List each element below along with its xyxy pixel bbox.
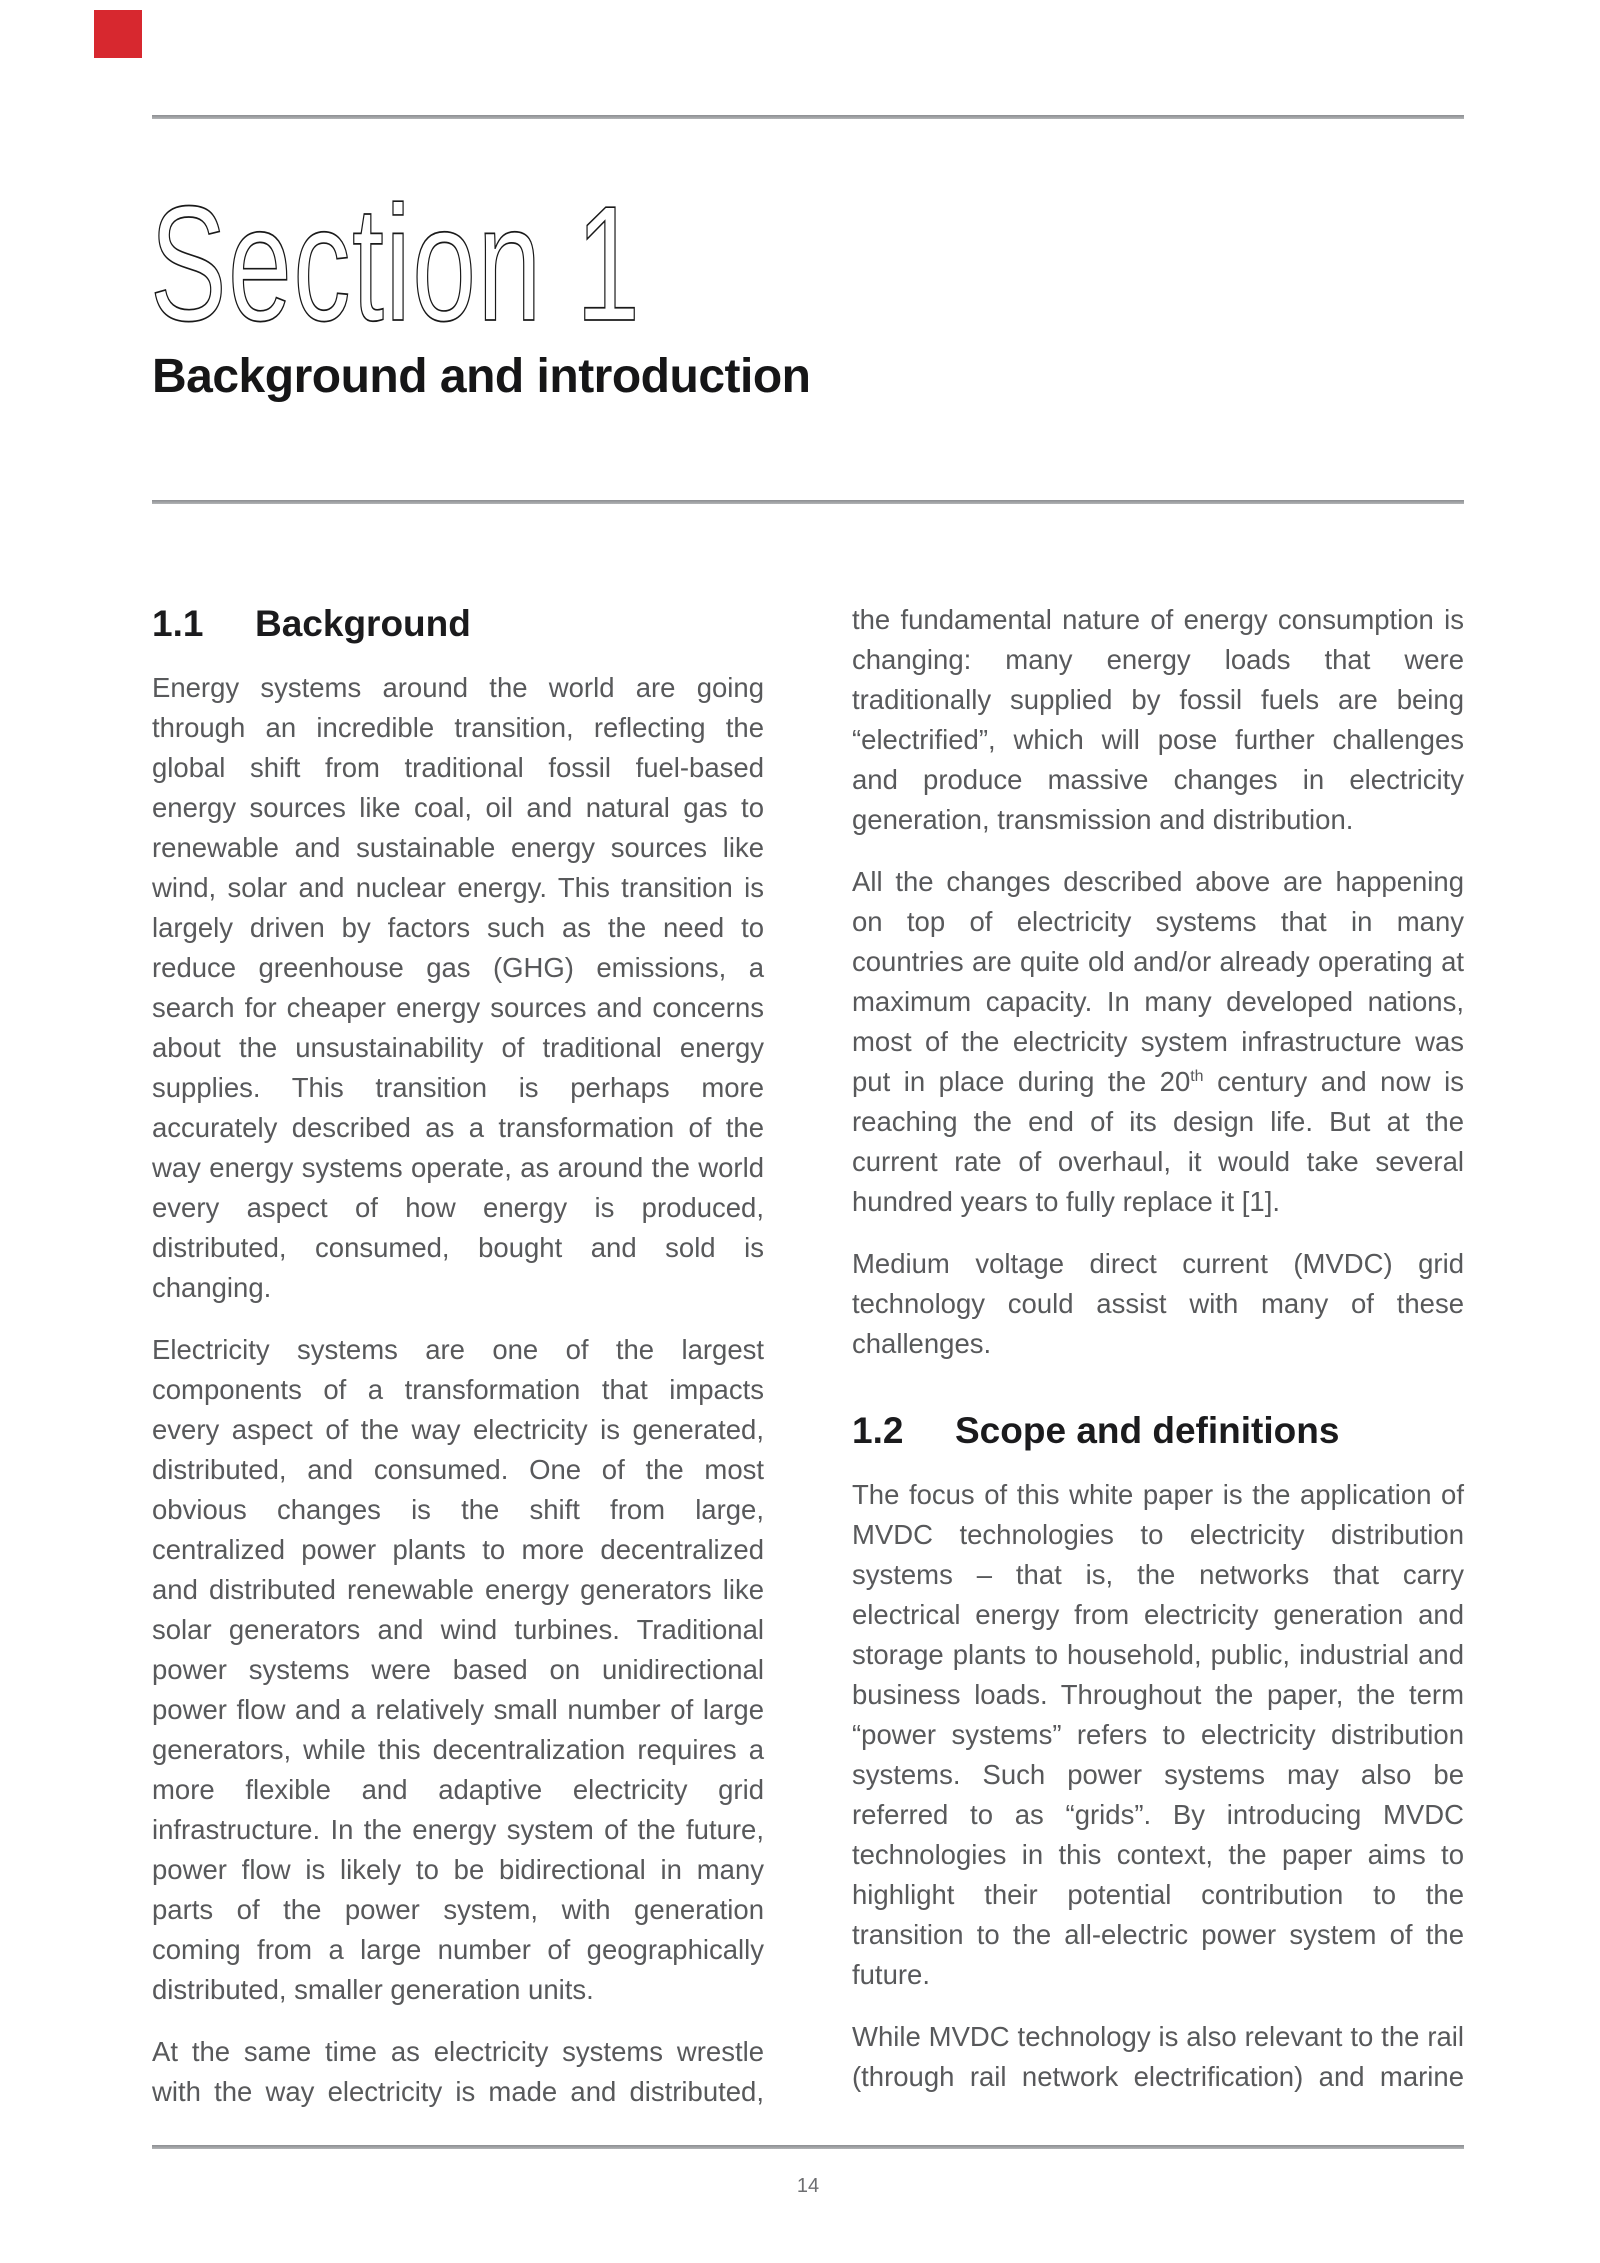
section-kicker: Section 1 (150, 172, 642, 355)
ordinal-superscript: th (1190, 1067, 1204, 1085)
title-bottom-rule (152, 500, 1464, 504)
brand-red-square (94, 10, 142, 58)
section-heading-label: Background (255, 603, 471, 644)
body-paragraph: At the same time as electricity systems wrestle with the way electricity is made and distributed, (152, 2036, 764, 2107)
body-paragraph: the fundamental nature of energy consumption is changing: many energy loads that were traditionally supplied by fossil fuels are being “electrified”, which will pose further challenges and produce massive changes in electricity generation, transmission and distribution. (852, 604, 1464, 835)
body-paragraph: Medium voltage direct current (MVDC) grid technology could assist with many of these challenges. (852, 1248, 1464, 1359)
section-heading-label: Scope and definitions (955, 1410, 1340, 1451)
section-heading-1-2 (852, 1407, 1464, 1455)
body-paragraph: While MVDC technology is also relevant to the rail (through rail network electrification) and marine (852, 2021, 1464, 2092)
paragraph-text: century and now is reaching the end of its design life. But at the current rate of overhaul, it would take several hundred years to fully replace it [1]. (852, 1066, 1465, 1217)
footer-rule (152, 2145, 1464, 2149)
left-column (152, 600, 764, 2134)
section-heading-number: 1.1 (152, 603, 204, 644)
section-heading-1-1 (152, 600, 764, 648)
section-title: Background and introduction (152, 350, 811, 403)
body-paragraph (852, 862, 1464, 1222)
section-heading-number: 1.2 (852, 1410, 904, 1451)
body-paragraph: The focus of this white paper is the application of MVDC technologies to electricity distribution systems – that is, the networks that carry electrical energy from electricity generation and storage plants to household, public, industrial and business loads. Throughout the paper, the term “power systems” refers to electricity distribution systems. Such power systems may also be referred to as “grids”. By introducing MVDC technologies in this context, the paper aims to highlight their potential contribution to the transition to the all-electric power system of the future. (852, 1479, 1464, 1990)
page-number: 14 (796, 2175, 820, 2197)
paragraph-text: All the changes described above are happening on top of electricity systems that in many countries are quite old and/or already operating at maximum capacity. In many developed nations, most of the electricity system infrastructure was put in place during the 20 (852, 866, 1464, 1097)
header-top-rule (152, 115, 1464, 119)
body-paragraph: Energy systems around the world are going through an incredible transition, reflecting the global shift from traditional fossil fuel-based energy sources like coal, oil and natural gas to renewable and sustainable energy sources like wind, solar and nuclear energy. This transition is largely driven by factors such as the need to reduce greenhouse gas (GHG) emissions, a search for cheaper energy sources and concerns about the unsustainability of traditional energy supplies. This transition is perhaps more accurately described as a transformation of the way energy systems operate, as around the world every aspect of how energy is produced, distributed, consumed, bought and sold is changing. (152, 672, 764, 1303)
right-column (852, 600, 1464, 2134)
body-paragraph: Electricity systems are one of the largest components of a transformation that impacts every aspect of the way electricity is generated, distributed, and consumed. One of the most obvious changes is the shift from large, centralized power plants to more decentralized and distributed renewable energy generators like solar generators and wind turbines. Traditional power systems were based on unidirectional power flow and a relatively small number of large generators, while this decentralization requires a more flexible and adaptive electricity grid infrastructure. In the energy system of the future, power flow is likely to be bidirectional in many parts of the power system, with generation coming from a large number of geographically distributed, smaller generation units. (152, 1334, 764, 2005)
two-column-body (152, 600, 1464, 2134)
